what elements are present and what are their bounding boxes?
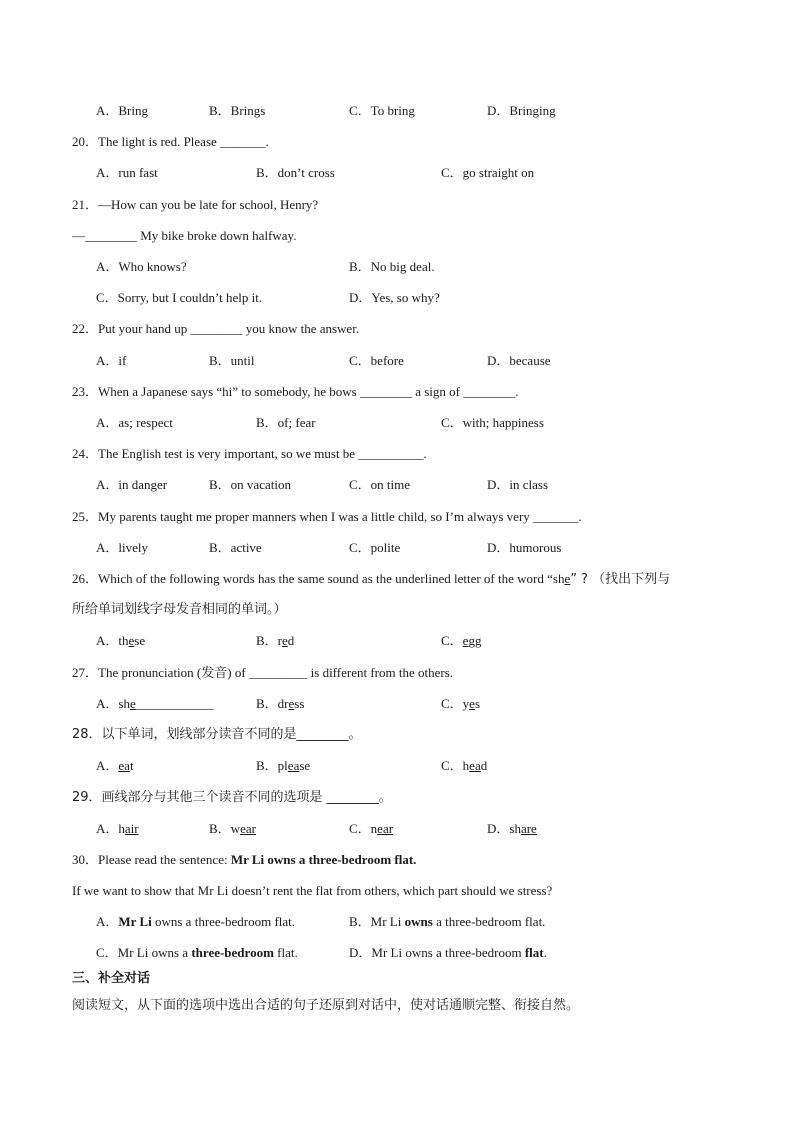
q24-option-a: A．in danger <box>96 477 168 492</box>
option-text: se <box>134 633 146 648</box>
option-text: t <box>129 758 134 773</box>
q26-stem <box>72 571 670 588</box>
option-text: d <box>287 633 295 648</box>
option-stressed: three-bedroom <box>191 945 274 960</box>
option-text: y <box>462 696 470 711</box>
q30-sentence: Mr Li owns a three-bedroom flat. <box>230 852 417 867</box>
q24-option-c: C．on time <box>349 477 411 492</box>
option-underlined: e <box>469 696 475 711</box>
option-text: sh <box>118 696 130 711</box>
q28-option-a <box>96 758 134 774</box>
q30-stem-question: If we want to show that Mr Li doesn’t rent the flat from others, which part should we stress? <box>72 883 553 898</box>
q24-option-d: D．in class <box>487 477 549 492</box>
q23-option-b: B．of; fear <box>256 415 316 430</box>
option-label: A． <box>96 696 119 711</box>
option-label: A． <box>96 758 119 773</box>
q21-stem: 21．—How can you be late for school, Henry? <box>72 197 319 212</box>
option-text: se <box>299 758 311 773</box>
q30-option-b <box>349 914 545 930</box>
option-stressed: flat <box>524 945 544 960</box>
option-underlined: ear <box>240 821 256 836</box>
option-label: B． <box>209 821 231 836</box>
option-underlined: e <box>282 633 288 648</box>
option-text: pl <box>277 758 288 773</box>
q30-option-a <box>96 914 295 930</box>
q20-option-c: C．go straight on <box>441 165 535 180</box>
option-label: D． <box>349 945 372 960</box>
q23-option-c: C．with; happiness <box>441 415 544 430</box>
option-label: A． <box>96 821 119 836</box>
option-underlined: ea <box>118 758 130 773</box>
q26-stem-text: 26．Which of the following words has the same sound as the underlined letter of the word “sh <box>72 571 565 586</box>
option-label: D． <box>487 821 510 836</box>
option-stressed: Mr Li <box>118 914 152 929</box>
q29-option-a <box>96 821 139 837</box>
q30-stem-text: 30．Please read the sentence: <box>72 852 231 867</box>
q28-stem: 28．以下单词，划线部分读音不同的是________。 <box>72 727 362 742</box>
q26-stem-tail: ” ? （找出下列与 <box>570 572 671 587</box>
q25-option-c: C．polite <box>349 540 401 555</box>
option-text: . <box>543 945 547 960</box>
q20-stem: 20．The light is red. Please _______. <box>72 134 269 149</box>
q28-option-b <box>256 758 310 774</box>
q30-option-d <box>349 945 547 961</box>
q22-option-a: A．if <box>96 353 127 368</box>
option-underlined: ea <box>469 758 481 773</box>
option-text: n <box>370 821 378 836</box>
q19-option-d: D．Bringing <box>487 103 556 118</box>
q27-option-b <box>256 696 304 712</box>
option-label: A． <box>96 633 119 648</box>
q23-option-a: A．as; respect <box>96 415 173 430</box>
q25-option-a: A．lively <box>96 540 148 555</box>
q27-stem: 27．The pronunciation (发音) of _________ is different from the others. <box>72 665 454 680</box>
option-text: r <box>277 633 283 648</box>
option-label: B． <box>256 696 278 711</box>
q29-stem: 29．画线部分与其他三个读音不同的选项是 ________。 <box>72 790 392 805</box>
option-label: C． <box>441 758 463 773</box>
option-text: Mr Li <box>370 914 405 929</box>
q25-option-b: B．active <box>209 540 262 555</box>
q30-stem <box>72 852 416 868</box>
option-text: Mr Li owns a three-bedroom <box>371 945 525 960</box>
option-underlined: e <box>288 696 295 711</box>
option-underlined: e <box>129 696 136 711</box>
option-underlined: are <box>520 821 537 836</box>
q29-option-d <box>487 821 537 837</box>
option-underlined: e <box>462 633 469 648</box>
q22-option-b: B．until <box>209 353 255 368</box>
q26-underlined-letter: e <box>564 571 571 586</box>
q30-option-c <box>96 945 298 961</box>
q26-stem-translation: 所给单词划线字母发音相同的单词。） <box>72 602 287 617</box>
option-underlined: ea <box>287 758 300 773</box>
q24-stem: 24．The English test is very important, so we must be __________. <box>72 446 427 461</box>
q22-stem: 22．Put your hand up ________ you know the answer. <box>72 321 360 336</box>
option-label: C． <box>96 945 118 960</box>
option-text: h <box>462 758 470 773</box>
q29-option-b <box>209 821 256 837</box>
q21-option-d: D．Yes, so why? <box>349 290 440 305</box>
option-label: B． <box>256 758 278 773</box>
q21-option-a: A．Who knows? <box>96 259 187 274</box>
option-text: owns a three-bedroom flat. <box>151 914 296 929</box>
option-text: flat. <box>273 945 298 960</box>
option-text: sh <box>509 821 521 836</box>
q20-option-b: B．don’t cross <box>256 165 335 180</box>
option-text: a three-bedroom flat. <box>432 914 546 929</box>
q19-option-c: C．To bring <box>349 103 415 118</box>
q28-option-c <box>441 758 487 774</box>
option-label: B． <box>349 914 371 929</box>
q21-option-b: B．No big deal. <box>349 259 435 274</box>
option-text: w <box>230 821 241 836</box>
q22-option-d: D．because <box>487 353 551 368</box>
option-text: ____________ <box>135 696 214 711</box>
q27-option-a <box>96 696 214 712</box>
q23-stem: 23．When a Japanese says “hi” to somebody, he bows ________ a sign of ________. <box>72 384 519 399</box>
q20-option-a: A．run fast <box>96 165 158 180</box>
option-text: s <box>474 696 481 711</box>
option-label: A． <box>96 914 119 929</box>
option-underlined: ear <box>377 821 394 836</box>
q19-option-a: A．Bring <box>96 103 149 118</box>
q21-stem-reply: —________ My bike broke down halfway. <box>72 228 297 243</box>
option-text: h <box>118 821 125 836</box>
option-text: ss <box>294 696 305 711</box>
option-text: Mr Li owns a <box>117 945 192 960</box>
option-text: dr <box>277 696 289 711</box>
option-label: C． <box>441 633 463 648</box>
q24-option-b: B．on vacation <box>209 477 291 492</box>
option-label: C． <box>349 821 371 836</box>
q19-option-b: B．Brings <box>209 103 266 118</box>
q26-option-c <box>441 633 481 649</box>
q26-option-b <box>256 633 294 649</box>
option-underlined: e <box>128 633 135 648</box>
option-text: th <box>118 633 129 648</box>
section-instruction: 阅读短文，从下面的选项中选出合适的句子还原到对话中，使对话通顺完整、衔接自然。 <box>72 998 580 1013</box>
q25-option-d: D．humorous <box>487 540 562 555</box>
option-stressed: owns <box>404 914 433 929</box>
q26-option-a <box>96 633 145 649</box>
option-text: d <box>480 758 488 773</box>
option-label: B． <box>256 633 278 648</box>
q27-option-c <box>441 696 480 712</box>
q22-option-c: C．before <box>349 353 404 368</box>
section-title: 三、补全对话 <box>72 971 151 986</box>
option-underlined: air <box>124 821 139 836</box>
q25-stem: 25．My parents taught me proper manners when I was a little child, so I’m always very _______. <box>72 509 582 524</box>
option-text: gg <box>468 633 482 648</box>
option-label: C． <box>441 696 463 711</box>
q29-option-c <box>349 821 393 837</box>
q21-option-c: C．Sorry, but I couldn’t help it. <box>96 290 263 305</box>
